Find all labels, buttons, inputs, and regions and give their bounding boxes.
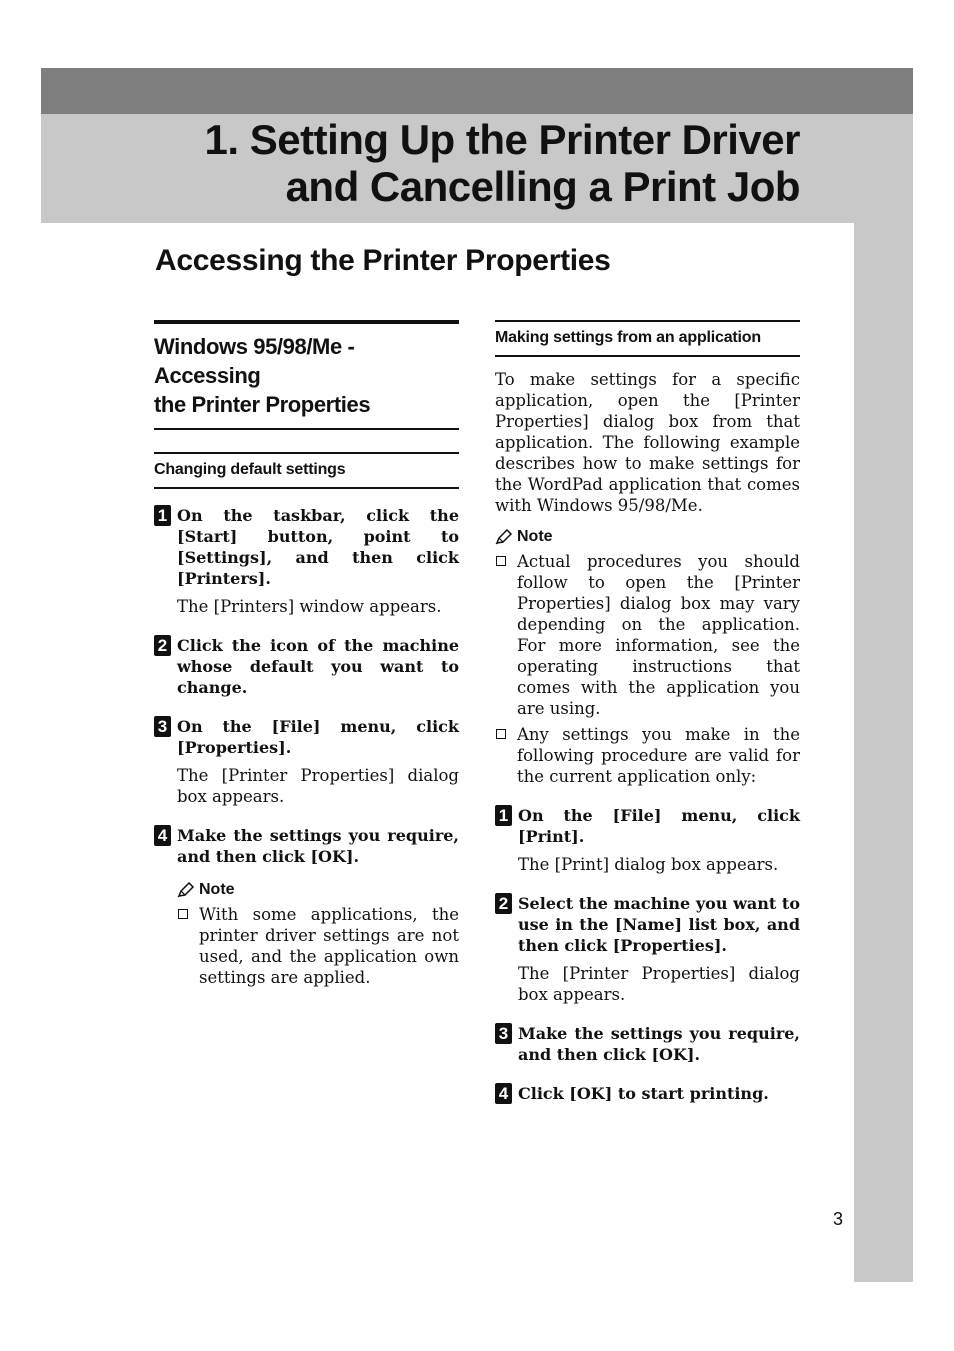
step-result: The [Print] dialog box appears. (518, 855, 779, 874)
step-number-icon: 3 (154, 716, 171, 737)
step-instruction: On the [File] menu, click [Properties]. (177, 717, 459, 757)
right-step-2 (495, 893, 800, 1005)
note-heading: Note (177, 881, 459, 899)
step-result: The [Printer Properties] dialog box appears. (177, 766, 459, 806)
step-instruction: On the taskbar, click the [Start] button, point to [Settings], and then click [Printers]. (177, 506, 459, 588)
right-column (495, 320, 800, 1104)
left-step-1 (154, 505, 459, 617)
note-item: Any settings you make in the following procedure are valid for the current application only: (495, 724, 800, 787)
step-result: The [Printer Properties] dialog box appears. (518, 964, 800, 1004)
note-item: Actual procedures you should follow to open the [Printer Properties] dialog box may vary depending on the application. For more information, see the operating instructions that comes with the application you are using. (495, 551, 800, 719)
step-result: The [Printers] window appears. (177, 597, 442, 616)
right-step-4 (495, 1083, 800, 1104)
left-heading: Windows 95/98/Me - Accessing the Printer Properties (154, 320, 459, 430)
left-column (154, 320, 459, 988)
note-item: With some applications, the printer driver settings are not used, and the application own settings are applied. (177, 904, 459, 988)
right-step-1 (495, 805, 800, 875)
step-number-icon: 3 (495, 1023, 512, 1044)
chapter-title (150, 116, 800, 210)
left-note (177, 881, 459, 988)
step-number-icon: 2 (495, 893, 512, 914)
right-intro: To make settings for a specific application, open the [Printer Properties] dialog box from that application. The following example describes how to make settings for the WordPad application that comes with Windows 95/98/Me. (495, 370, 800, 515)
chapter-title-line1: 1. Setting Up the Printer Driver (204, 116, 800, 163)
checkbox-icon (496, 729, 506, 739)
section-title: Accessing the Printer Properties (155, 244, 611, 277)
step-instruction: Click the icon of the machine whose default you want to change. (177, 636, 459, 697)
side-tab-band (854, 223, 913, 1282)
left-step-2 (154, 635, 459, 698)
left-subheading: Changing default settings (154, 452, 459, 489)
step-number-icon: 1 (154, 505, 171, 526)
note-heading: Note (495, 528, 800, 546)
step-instruction: Click [OK] to start printing. (518, 1084, 769, 1103)
step-instruction: On the [File] menu, click [Print]. (518, 806, 800, 846)
step-instruction: Make the settings you require, and then click [OK]. (518, 1024, 800, 1064)
step-number-icon: 4 (495, 1083, 512, 1104)
step-number-icon: 4 (154, 825, 171, 846)
checkbox-icon (178, 909, 188, 919)
pencil-icon (177, 882, 195, 898)
checkbox-icon (496, 556, 506, 566)
right-subheading: Making settings from an application (495, 320, 800, 357)
pencil-icon (495, 529, 513, 545)
left-step-3 (154, 716, 459, 807)
chapter-title-line2: and Cancelling a Print Job (285, 163, 800, 210)
step-instruction: Make the settings you require, and then click [OK]. (177, 826, 459, 866)
step-number-icon: 2 (154, 635, 171, 656)
right-note (495, 528, 800, 787)
step-number-icon: 1 (495, 805, 512, 826)
step-instruction: Select the machine you want to use in the [Name] list box, and then click [Properties]. (518, 894, 800, 955)
right-step-3 (495, 1023, 800, 1065)
top-dark-band (41, 68, 913, 114)
page-number: 3 (833, 1209, 844, 1229)
left-step-4 (154, 825, 459, 988)
